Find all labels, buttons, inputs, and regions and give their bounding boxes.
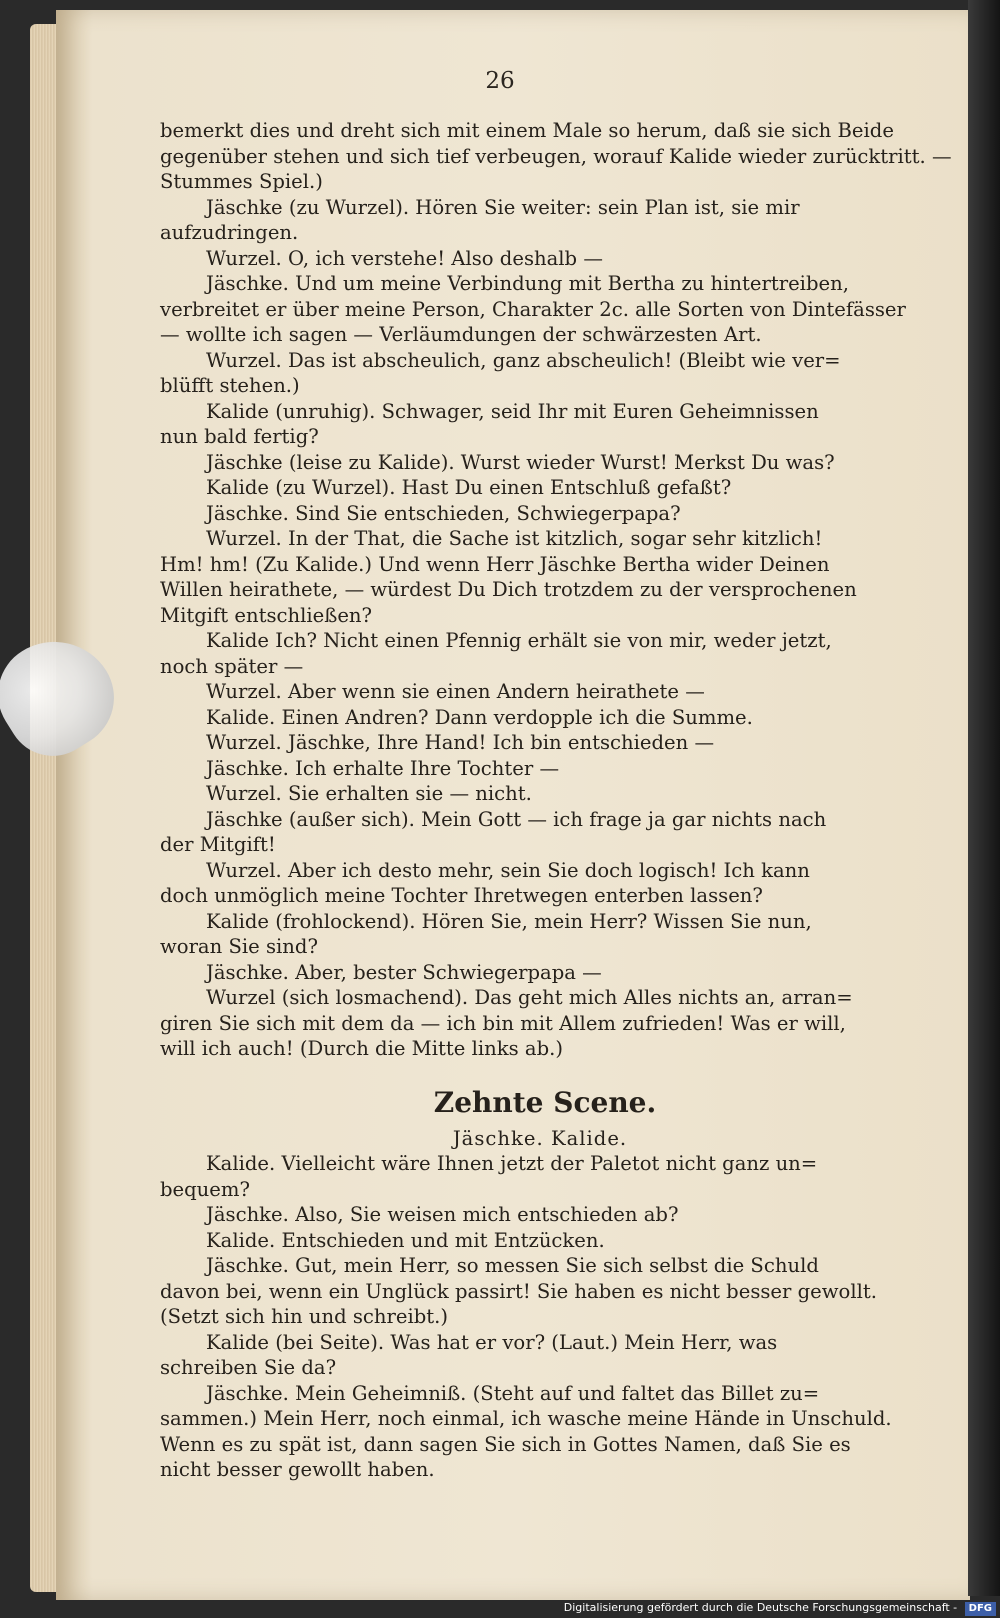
text-line: aufzudringen. <box>160 221 299 244</box>
text-line: bemerkt dies und dreht sich mit einem Male so herum, daß sie sich Beide <box>160 119 894 142</box>
text-line: noch später — <box>160 654 304 678</box>
text-line: (Setzt sich hin und schreibt.) <box>160 1305 449 1328</box>
text-line: Wurzel. Das ist abscheulich, ganz abscheulich! (Bleibt wie ver= <box>206 348 841 372</box>
text-line: Wurzel (sich losmachend). Das geht mich Alles nichts an, arran= <box>206 986 853 1009</box>
text-line: Jäschke (außer sich). Mein Gott — ich frage ja gar nichts nach <box>206 807 827 831</box>
text-line: nicht besser gewollt haben. <box>160 1458 435 1481</box>
text-line: Kalide. Einen Andren? Dann verdopple ich die Summe. <box>206 705 753 729</box>
text-line: Jäschke. Also, Sie weisen mich entschieden ab? <box>206 1203 679 1226</box>
text-line: will ich auch! (Durch die Mitte links ab.) <box>160 1037 563 1060</box>
text-line: davon bei, wenn ein Unglück passirt! Sie haben es nicht besser gewollt. <box>160 1279 877 1303</box>
dfg-logo: DFG <box>965 1602 996 1616</box>
text-line: gegenüber stehen und sich tief verbeugen, worauf Kalide wieder zurücktritt. — <box>160 144 952 168</box>
text-line: Kalide Ich? Nicht einen Pfennig erhält sie von mir, weder jetzt, <box>206 629 832 652</box>
text-line: Jäschke. Und um meine Verbindung mit Bertha zu hintertreiben, <box>206 272 849 295</box>
text-line: Kalide (unruhig). Schwager, seid Ihr mit Euren Geheimnissen <box>206 399 819 423</box>
text-line: Wurzel. Aber ich desto mehr, sein Sie doch logisch! Ich kann <box>206 858 810 882</box>
text-line: Kalide (frohlockend). Hören Sie, mein Herr? Wissen Sie nun, <box>206 909 812 933</box>
text-line: Kalide. Entschieden und mit Entzücken. <box>206 1228 605 1252</box>
text-line: doch unmöglich meine Tochter Ihretwegen enterben lassen? <box>160 884 763 907</box>
text-line: Kalide. Vielleicht wäre Ihnen jetzt der Paletot nicht ganz un= <box>206 1152 818 1175</box>
text-line: Kalide (zu Wurzel). Hast Du einen Entschluß gefaßt? <box>206 476 732 499</box>
text-line: verbreitet er über meine Person, Charakter 2c. alle Sorten von Dintefässer <box>160 297 906 321</box>
scene-persons: Jäschke. Kalide. <box>452 1126 628 1150</box>
text-line: Wurzel. O, ich verstehe! Also deshalb — <box>206 246 603 270</box>
text-line: Stummes Spiel.) <box>160 170 323 193</box>
text-line: bequem? <box>160 1177 250 1201</box>
text-line: Willen heirathete, — würdest Du Dich trotzdem zu der versprochenen <box>160 578 857 601</box>
text-line: Wurzel. Sie erhalten sie — nicht. <box>206 782 532 805</box>
text-line: der Mitgift! <box>160 833 276 856</box>
text-line: blüfft stehen.) <box>160 374 300 397</box>
text-line: schreiben Sie da? <box>160 1356 337 1379</box>
text-line: Jäschke. Sind Sie entschieden, Schwiegerpapa? <box>206 501 681 525</box>
text-line: Kalide (bei Seite). Was hat er vor? (Laut.) Mein Herr, was <box>206 1330 778 1354</box>
text-line: woran Sie sind? <box>160 935 318 958</box>
text-line: Mitgift entschließen? <box>160 603 373 627</box>
page-number: 26 <box>485 68 515 94</box>
text-line: Jäschke. Gut, mein Herr, so messen Sie sich selbst die Schuld <box>206 1254 819 1277</box>
page-text <box>160 118 952 1483</box>
credit-text: Digitalisierung gefördert durch die Deutsche Forschungsgemeinschaft - <box>563 1601 958 1614</box>
text-line: Jäschke. Mein Geheimniß. (Steht auf und faltet das Billet zu= <box>206 1381 820 1405</box>
text-line: nun bald fertig? <box>160 425 319 448</box>
text-line: giren Sie sich mit dem da — ich bin mit Allem zufrieden! Was er will, <box>160 1011 846 1035</box>
text-line: Jäschke. Aber, bester Schwiegerpapa — <box>206 960 602 984</box>
text-line: sammen.) Mein Herr, noch einmal, ich wasche meine Hände in Unschuld. <box>160 1407 892 1430</box>
text-line: Jäschke. Ich erhalte Ihre Tochter — <box>206 756 560 780</box>
text-line: Wurzel. In der That, die Sache ist kitzlich, sogar sehr kitzlich! <box>206 527 823 550</box>
scene-heading: Zehnte Scene. <box>433 1085 657 1119</box>
text-line: Hm! hm! (Zu Kalide.) Und wenn Herr Jäschke Bertha wider Deinen <box>160 552 830 576</box>
text-line: Jäschke (zu Wurzel). Hören Sie weiter: sein Plan ist, sie mir <box>206 195 800 219</box>
book-binding <box>968 0 1000 1596</box>
text-line: Wurzel. Aber wenn sie einen Andern heirathete — <box>206 680 705 703</box>
digitization-credit <box>0 1598 996 1618</box>
text-line: Wurzel. Jäschke, Ihre Hand! Ich bin entschieden — <box>206 731 715 754</box>
text-line: — wollte ich sagen — Verläumdungen der schwärzesten Art. <box>160 323 762 346</box>
text-line: Wenn es zu spät ist, dann sagen Sie sich in Gottes Namen, daß Sie es <box>160 1432 851 1456</box>
text-line: Jäschke (leise zu Kalide). Wurst wieder Wurst! Merkst Du was? <box>206 450 835 474</box>
